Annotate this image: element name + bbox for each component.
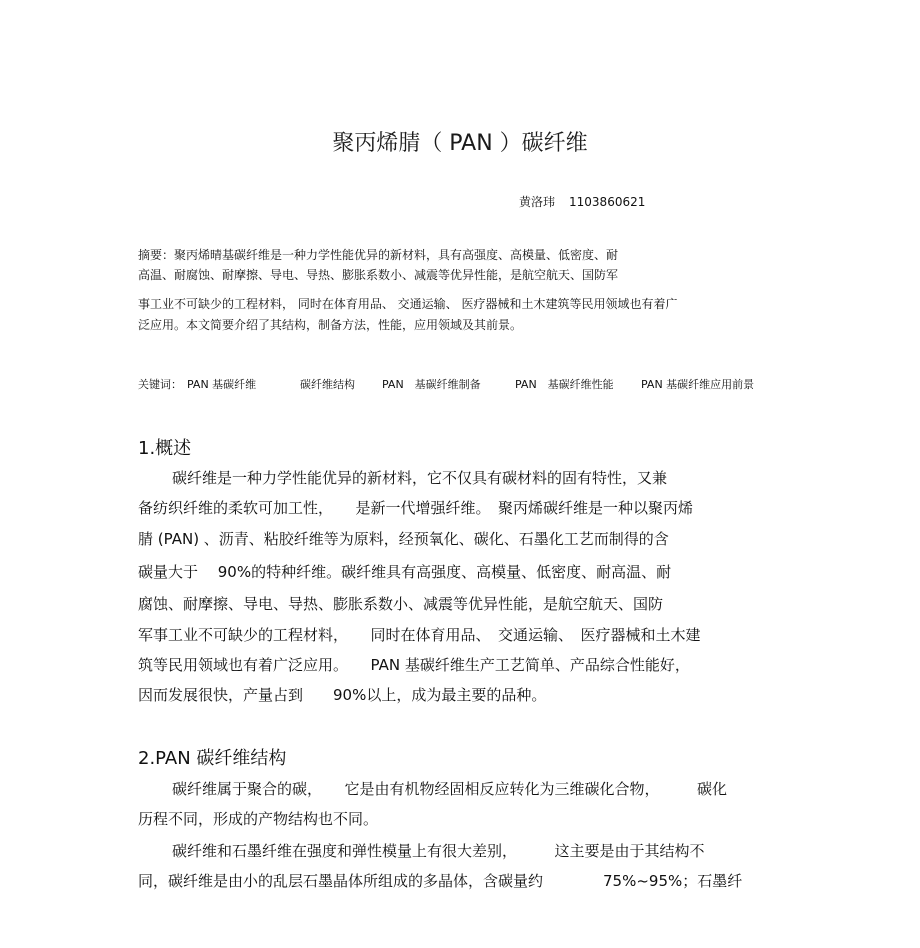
paragraph-line: 筑等民用领域也有着广泛应用。 PAN 基碳纤维生产工艺简单、产品综合性能好，	[138, 656, 690, 674]
keyword-item: PAN 基碳纤维	[187, 378, 257, 391]
paragraph-line: 同，碳纤维是由小的乱层石墨晶体所组成的多晶体，含碳量约 75%~95%；石墨纤	[138, 872, 743, 890]
keyword-item: PAN 基碳纤维制备	[382, 378, 481, 391]
paragraph-line: 碳纤维属于聚合的碳， 它是由有机物经固相反应转化为三维碳化合物， 碳化	[172, 780, 728, 798]
keyword-item: 碳纤维结构	[300, 378, 355, 391]
paragraph-line: 腐蚀、耐摩擦、导电、导热、膨胀系数小、减震等优异性能，是航空航天、国防	[138, 595, 664, 613]
paragraph-line: 碳量大于 90%的特种纤维。碳纤维具有高强度、高模量、低密度、耐高温、耐	[138, 563, 672, 581]
keyword-item: PAN 基碳纤维应用前景	[641, 378, 755, 391]
keyword-item: PAN 基碳纤维性能	[515, 378, 614, 391]
paragraph-line: 备纺织纤维的柔软可加工性， 是新一代增强纤维。 聚丙烯碳纤维是一种以聚丙烯	[138, 499, 694, 517]
abstract-line: 高温、耐腐蚀、耐摩擦、导电、导热、膨胀系数小、减震等优异性能，是航空航天、国防军	[138, 268, 619, 282]
author-name: 黄洛玮	[519, 195, 556, 209]
paragraph-line: 因而发展很快，产量占到 90%以上，成为最主要的品种。	[138, 686, 547, 704]
author-id: 1103860621	[569, 195, 646, 209]
abstract-line: 摘要：聚丙烯晴基碳纤维是一种力学性能优异的新材料，具有高强度、高模量、低密度、耐	[138, 248, 619, 262]
section-heading: 2.PAN 碳纤维结构	[138, 748, 287, 769]
section-heading: 1.概述	[138, 438, 192, 459]
abstract-line: 泛应用。本文简要介绍了其结构，制备方法，性能，应用领域及其前景。	[138, 318, 523, 332]
document-title: 聚丙烯腈（ PAN ）碳纤维	[332, 131, 588, 156]
paragraph-line: 腈 (PAN) 、沥青、粘胶纤维等为原料，经预氧化、碳化、石墨化工艺而制得的含	[138, 530, 669, 548]
author-line	[519, 193, 645, 210]
paragraph-line: 历程不同，形成的产物结构也不同。	[138, 810, 379, 828]
keywords-label: 关键词：	[138, 378, 182, 391]
paragraph-line: 军事工业不可缺少的工程材料， 同时在体育用品、 交通运输、 医疗器械和土木建	[138, 626, 701, 644]
paragraph-line: 碳纤维和石墨纤维在强度和弹性模量上有很大差别， 这主要是由于其结构不	[172, 842, 705, 860]
paragraph-line: 碳纤维是一种力学性能优异的新材料，它不仅具有碳材料的固有特性，又兼	[172, 469, 668, 487]
abstract-line: 事工业不可缺少的工程材料， 同时在体育用品、 交通运输、 医疗器械和土木建筑等民用领域也有着广	[138, 297, 678, 311]
